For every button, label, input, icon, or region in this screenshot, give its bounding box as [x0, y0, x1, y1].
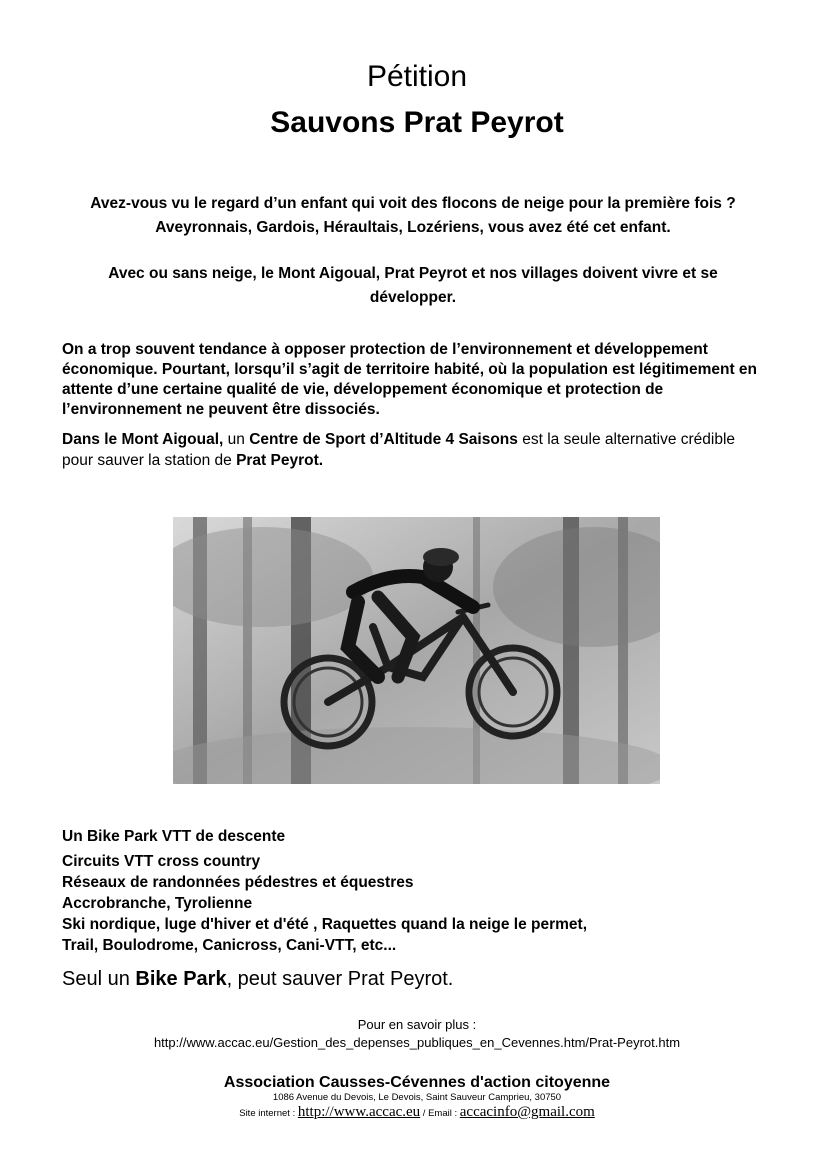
intro-line-2: Aveyronnais, Gardois, Héraultais, Lozériens, vous avez été cet enfant. — [155, 219, 671, 236]
slogan-pre: Seul un — [62, 968, 136, 990]
intro-line-4: développer. — [369, 289, 457, 306]
activities-list — [62, 826, 782, 956]
para2-text-a: un — [223, 431, 250, 448]
petition-kicker: Pétition — [366, 60, 468, 93]
bike-jump-illustration — [173, 517, 660, 784]
site-label: Site internet : — [239, 1108, 298, 1119]
para2-text-b: est la seule alternative crédible pour sauver la station de — [62, 431, 736, 469]
para2-place: Dans le Mont Aigoual, — [62, 431, 224, 448]
para2-station: Prat Peyrot. — [236, 452, 324, 469]
mountain-bike-photo — [173, 517, 660, 784]
more-info-label: Pour en savoir plus : — [357, 1017, 477, 1032]
intro-block-2 — [40, 262, 786, 310]
intro-line-1: Avez-vous vu le regard d’un enfant qui voit des flocons de neige pour la première fois ? — [90, 195, 736, 212]
email-link[interactable]: accacinfo@gmail.com — [459, 1104, 595, 1120]
slogan — [62, 968, 453, 991]
site-link[interactable]: http://www.accac.eu — [297, 1104, 421, 1120]
paragraph-environment: On a trop souvent tendance à opposer protection de l’environnement et développement économique. Pourtant, lorsqu’il s’agit de territoire habité, où la population est légitimement en attente d’une certaine qualité de vie, développement économique et protection de l’environnement ne peuvent être dissociés. — [62, 341, 758, 418]
paragraph-mont-aigoual — [62, 429, 762, 471]
association-footer — [0, 1074, 826, 1123]
activity-item: Réseaux de randonnées pédestres et équestres — [62, 874, 414, 891]
page-title: Sauvons Prat Peyrot — [270, 106, 564, 139]
activity-item: Circuits VTT cross country — [62, 853, 261, 870]
intro-block — [40, 192, 786, 240]
more-info — [0, 1016, 826, 1052]
activity-item: Ski nordique, luge d'hiver et d'été , Raquettes quand la neige le permet, — [62, 916, 588, 933]
activity-item: Accrobranche, Tyrolienne — [62, 895, 253, 912]
association-address: 1086 Avenue du Devois, Le Devois, Saint Sauveur Camprieu, 30750 — [272, 1092, 562, 1103]
slogan-post: , peut sauver Prat Peyrot. — [226, 968, 454, 990]
email-label: / Email : — [420, 1108, 460, 1119]
association-name: Association Causses-Cévennes d'action citoyenne — [223, 1074, 611, 1091]
slogan-bold: Bike Park — [135, 968, 227, 990]
intro-line-3: Avec ou sans neige, le Mont Aigoual, Prat Peyrot et nos villages doivent vivre et se — [108, 265, 718, 282]
activity-item: Trail, Boulodrome, Canicross, Cani-VTT, etc... — [62, 937, 397, 954]
para2-centre: Centre de Sport d’Altitude 4 Saisons — [249, 431, 518, 448]
activity-bike-park: Un Bike Park VTT de descente — [62, 828, 286, 845]
more-info-url[interactable]: http://www.accac.eu/Gestion_des_depenses_publiques_en_Cevennes.htm/Prat-Peyrot.htm — [153, 1035, 681, 1050]
